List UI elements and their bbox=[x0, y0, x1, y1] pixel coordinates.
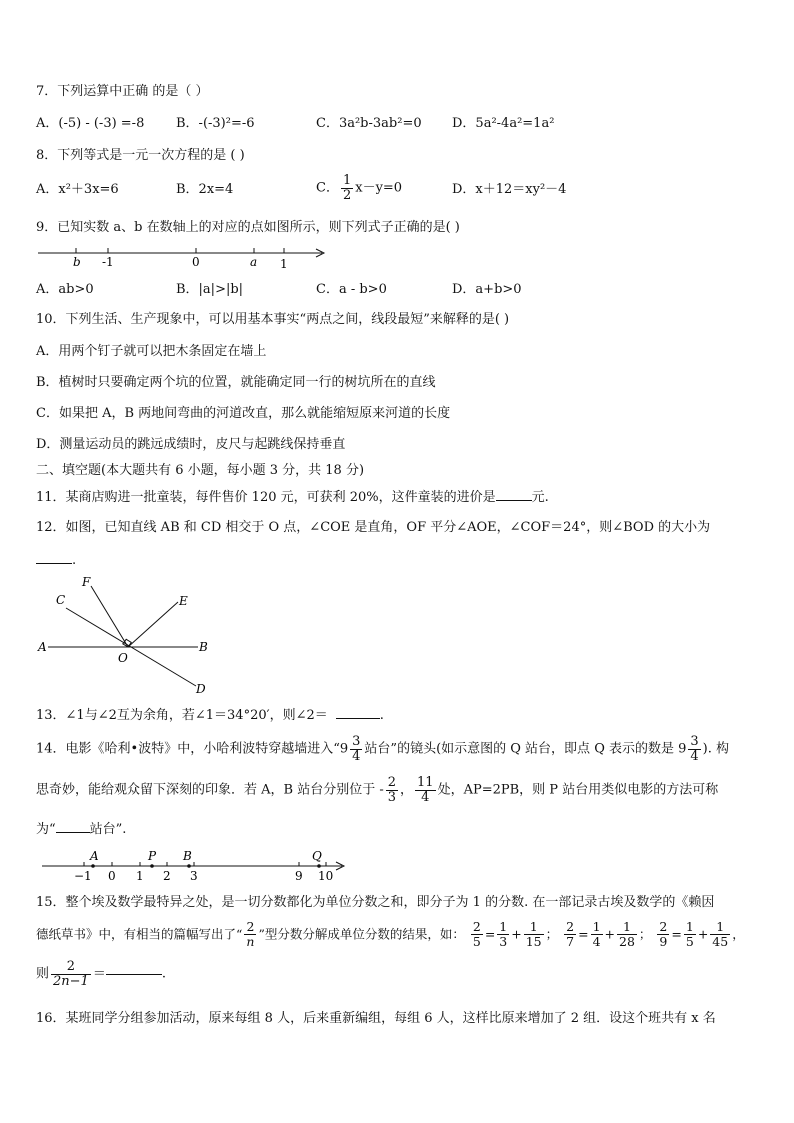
tick-label-2: 2 bbox=[163, 869, 171, 882]
point-label-C: C bbox=[56, 593, 66, 607]
answer-blank bbox=[496, 500, 532, 501]
q8-option-c: C． $\frac{1}{2}$ x－y=0 bbox=[316, 173, 403, 203]
q10-option-d: D．测量运动员的跳远成绩时，皮尺与起跳线保持垂直 bbox=[36, 437, 346, 452]
answer-blank bbox=[336, 718, 380, 719]
q15-line1: 15．整个埃及数学最特异之处，是一切分数都化为单位分数之和，即分子为 1 的分数. 在一部记录古埃及数学的《赖因 bbox=[36, 895, 715, 910]
fraction: $\frac{11}{4}$ bbox=[417, 775, 434, 805]
q9-stem: 9．已知实数 a、b 在数轴上的对应的点如图所示，则下列式子正确的是( ) bbox=[36, 220, 460, 235]
tick-label-0: 0 bbox=[108, 869, 116, 882]
fraction: $\frac{1}{2}$ bbox=[342, 173, 352, 203]
answer-blank bbox=[56, 832, 90, 833]
fraction: $\frac{2}{2n-1}$ bbox=[53, 959, 89, 989]
q15-line3: 则 $\frac{2}{2n-1}$ ＝ . bbox=[36, 959, 166, 989]
fraction: $\frac{1}{3}$ bbox=[499, 919, 508, 949]
point-label-B: B bbox=[199, 640, 208, 654]
fraction: $\frac{3}{4}$ bbox=[352, 734, 361, 764]
fraction: $\frac{1}{15}$ bbox=[525, 919, 542, 949]
point-label-D: D bbox=[196, 682, 206, 696]
axis-label-0: 0 bbox=[192, 255, 200, 269]
q10-option-b: B．植树时只要确定两个坑的位置，就能确定同一行的树坑所在的直线 bbox=[36, 375, 436, 390]
q9-option-b: B．|a|>|b| bbox=[176, 282, 244, 297]
q14-line3: 为“ 站台”. bbox=[36, 822, 127, 837]
q9-number-line bbox=[36, 242, 336, 274]
answer-blank bbox=[106, 974, 162, 975]
fraction: $\frac{2}{n}$ bbox=[246, 919, 255, 949]
answer-blank bbox=[36, 563, 72, 564]
fraction: $\frac{1}{5}$ bbox=[685, 919, 694, 949]
point-label-A: A bbox=[38, 640, 47, 654]
axis-label-b: b bbox=[73, 255, 81, 269]
point-label-F: F bbox=[82, 575, 91, 589]
q10-stem: 10．下列生活、生产现象中，可以用基本事实“两点之间，线段最短”来解释的是( ) bbox=[36, 312, 510, 327]
axis-label-a: a bbox=[250, 255, 258, 269]
fraction: $\frac{2}{5}$ bbox=[472, 919, 481, 949]
fraction: $\frac{1}{28}$ bbox=[619, 919, 635, 949]
axis-label-B: B bbox=[183, 849, 192, 863]
q10-option-a: A．用两个钉子就可以把木条固定在墙上 bbox=[36, 344, 267, 359]
q7-option-c: C．3a²b-3ab²=0 bbox=[316, 116, 422, 131]
fraction: $\frac{3}{4}$ bbox=[690, 734, 699, 764]
q7-option-b: B．-(-3)²=-6 bbox=[176, 116, 255, 131]
q7-option-a: A．(-5) - (-3) =-8 bbox=[36, 116, 145, 131]
tick-label-1: 1 bbox=[136, 869, 144, 882]
q8-stem: 8．下列等式是一元一次方程的是 ( ) bbox=[36, 148, 245, 163]
q12-stem: 12．如图，已知直线 AB 和 CD 相交于 O 点，∠COE 是直角，OF 平分∠AOE，∠COF＝24°，则∠BOD 的大小为 bbox=[36, 520, 711, 535]
q7-stem: 7．下列运算中正确 的是（ ） bbox=[36, 84, 209, 99]
q8-option-d: D．x＋12＝xy²－4 bbox=[452, 182, 567, 197]
point-label-O: O bbox=[118, 651, 128, 665]
tick-label-10: 10 bbox=[318, 869, 334, 882]
axis-label-1: 1 bbox=[280, 257, 288, 271]
axis-label-P: P bbox=[148, 849, 157, 863]
fraction: $\frac{2}{9}$ bbox=[659, 919, 668, 949]
axis-label-Q: Q bbox=[312, 849, 322, 863]
q12-answer: . bbox=[36, 553, 76, 569]
q9-option-c: C．a - b>0 bbox=[316, 282, 387, 297]
q13: 13．∠1与∠2互为余角，若∠1＝34°20′，则∠2＝ . bbox=[36, 708, 384, 723]
q14-line1: 14．电影《哈利•波特》中，小哈利波特穿越墙进入“9 $\frac{3}{4}$ 站台”的镜头(如示意图的 Q 站台，即点 Q 表示的数是 9 $\frac{3}{4}$ ). 构 bbox=[36, 734, 730, 764]
tick-label-3: 3 bbox=[190, 869, 198, 882]
q12-figure bbox=[36, 572, 226, 700]
q9-option-a: A．ab>0 bbox=[36, 282, 94, 297]
q10-option-c: C．如果把 A，B 两地间弯曲的河道改直，那么就能缩短原来河道的长度 bbox=[36, 406, 451, 421]
q8-option-b: B．2x=4 bbox=[176, 182, 234, 197]
q9-option-d: D．a+b>0 bbox=[452, 282, 522, 297]
fraction: $\frac{2}{3}$ bbox=[387, 775, 397, 805]
axis-label-neg1: -1 bbox=[102, 255, 114, 269]
fraction: $\frac{2}{7}$ bbox=[566, 919, 575, 949]
q14-line2: 思奇妙，能给观众留下深刻的印象．若 A，B 站台分别位于 - $\frac{2}{3}$ ， $\frac{11}{4}$ 处，AP=2PB，则 P 站台用类似电影的方法可称 bbox=[36, 775, 719, 805]
point-label-E: E bbox=[179, 594, 188, 608]
axis-label-A: A bbox=[90, 849, 99, 863]
fraction: $\frac{1}{4}$ bbox=[592, 919, 601, 949]
q14-number-line bbox=[36, 846, 356, 882]
q7-option-d: D．5a²-4a²=1a² bbox=[452, 116, 555, 131]
tick-label-9: 9 bbox=[295, 869, 303, 882]
q16-text: 16．某班同学分组参加活动，原来每组 8 人，后来重新编组，每组 6 人，这样比原来增加了 2 组．设这个班共有 x 名 bbox=[36, 1011, 716, 1026]
q11: 11．某商店购进一批童装，每件售价 120 元，可获利 20%，这件童装的进价是 元. bbox=[36, 490, 549, 505]
fraction: $\frac{1}{45}$ bbox=[712, 919, 729, 949]
section-heading: 二、填空题(本大题共有 6 小题，每小题 3 分，共 18 分) bbox=[36, 463, 365, 478]
q15-line2: 德纸草书》中，有相当的篇幅写出了“ $\frac{2}{n}$ ”型分数分解成单位分数的结果，如： $\frac{2}{5}$ = $\frac{1}{3}$ + $\frac{1}{15}$ ； $\frac{2}{7}$ = $\frac{1}{4}$ + $\frac{1}{28}$ ； $\frac{2}{9}$ = $\frac{1}{5}$ + $\frac{1}{45}$ ， bbox=[36, 919, 745, 949]
tick-label-neg1: −1 bbox=[74, 869, 92, 882]
q8-option-a: A．x²＋3x=6 bbox=[36, 182, 119, 197]
